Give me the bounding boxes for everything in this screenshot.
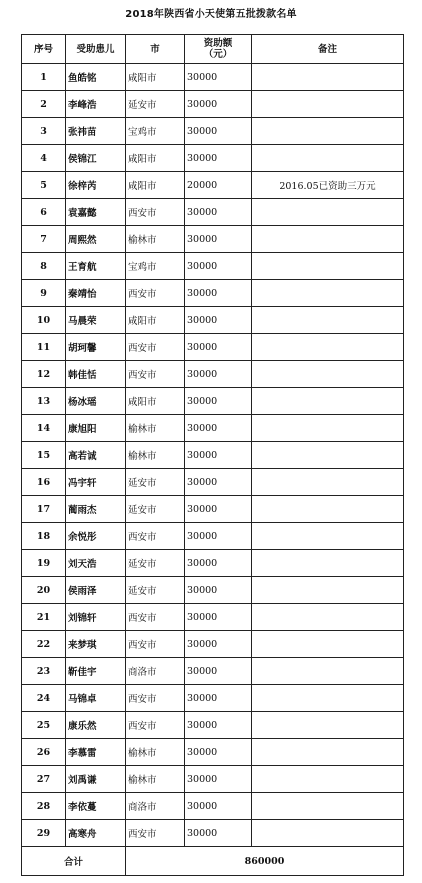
- amount-cell: 30000: [185, 604, 252, 631]
- table-row: [22, 118, 404, 145]
- patient-name: 马晨荣: [66, 307, 126, 334]
- note-cell: [252, 226, 404, 253]
- note-cell: [252, 523, 404, 550]
- table-row: [22, 388, 404, 415]
- row-number: 13: [22, 388, 66, 415]
- patient-name: 冯宇轩: [66, 469, 126, 496]
- city-cell: 西安市: [126, 199, 185, 226]
- amount-cell: 30000: [185, 631, 252, 658]
- patient-name: 刘禹谦: [66, 766, 126, 793]
- patient-name: 刘锦轩: [66, 604, 126, 631]
- table-row: [22, 64, 404, 91]
- patient-name: 徐梓芮: [66, 172, 126, 199]
- header-city: 市: [126, 35, 185, 64]
- disbursement-table: [21, 34, 404, 876]
- amount-cell: 30000: [185, 550, 252, 577]
- note-cell: [252, 334, 404, 361]
- table-row: [22, 658, 404, 685]
- city-cell: 延安市: [126, 496, 185, 523]
- table-row: [22, 280, 404, 307]
- patient-name: 王育航: [66, 253, 126, 280]
- table-row: [22, 172, 404, 199]
- city-cell: 商洛市: [126, 658, 185, 685]
- patient-name: 杨冰瑶: [66, 388, 126, 415]
- city-cell: 咸阳市: [126, 64, 185, 91]
- header-name: 受助患儿: [66, 35, 126, 64]
- table-row: [22, 631, 404, 658]
- table-row: [22, 604, 404, 631]
- header-note: 备注: [252, 35, 404, 64]
- city-cell: 咸阳市: [126, 307, 185, 334]
- table-row: [22, 685, 404, 712]
- patient-name: 李峰浩: [66, 91, 126, 118]
- row-number: 17: [22, 496, 66, 523]
- table-row: [22, 577, 404, 604]
- patient-name: 靳佳宇: [66, 658, 126, 685]
- note-cell: [252, 793, 404, 820]
- amount-cell: 30000: [185, 145, 252, 172]
- patient-name: 鱼皓铭: [66, 64, 126, 91]
- patient-name: 袁嘉懿: [66, 199, 126, 226]
- patient-name: 李依蔓: [66, 793, 126, 820]
- row-number: 24: [22, 685, 66, 712]
- row-number: 16: [22, 469, 66, 496]
- city-cell: 咸阳市: [126, 172, 185, 199]
- amount-cell: 20000: [185, 172, 252, 199]
- table-row: [22, 361, 404, 388]
- city-cell: 咸阳市: [126, 388, 185, 415]
- row-number: 27: [22, 766, 66, 793]
- city-cell: 榆林市: [126, 415, 185, 442]
- row-number: 5: [22, 172, 66, 199]
- patient-name: 韩佳恬: [66, 361, 126, 388]
- city-cell: 西安市: [126, 685, 185, 712]
- row-number: 1: [22, 64, 66, 91]
- city-cell: 西安市: [126, 820, 185, 847]
- table-body: [22, 64, 404, 847]
- row-number: 28: [22, 793, 66, 820]
- city-cell: 西安市: [126, 523, 185, 550]
- city-cell: 榆林市: [126, 226, 185, 253]
- note-cell: [252, 631, 404, 658]
- note-cell: [252, 415, 404, 442]
- city-cell: 西安市: [126, 361, 185, 388]
- row-number: 9: [22, 280, 66, 307]
- patient-name: 秦靖怡: [66, 280, 126, 307]
- table-row: [22, 145, 404, 172]
- row-number: 14: [22, 415, 66, 442]
- patient-name: 余悦彤: [66, 523, 126, 550]
- note-cell: 2016.05已资助三万元: [252, 172, 404, 199]
- patient-name: 侯雨泽: [66, 577, 126, 604]
- table-row: [22, 523, 404, 550]
- table-row: [22, 820, 404, 847]
- row-number: 18: [22, 523, 66, 550]
- row-number: 12: [22, 361, 66, 388]
- note-cell: [252, 442, 404, 469]
- note-cell: [252, 64, 404, 91]
- amount-cell: 30000: [185, 307, 252, 334]
- note-cell: [252, 658, 404, 685]
- city-cell: 榆林市: [126, 766, 185, 793]
- table-row: [22, 550, 404, 577]
- page-title: 2018年陕西省小天使第五批拨款名单: [125, 9, 297, 20]
- amount-cell: 30000: [185, 469, 252, 496]
- city-cell: 咸阳市: [126, 145, 185, 172]
- patient-name: 周熙然: [66, 226, 126, 253]
- amount-cell: 30000: [185, 253, 252, 280]
- note-cell: [252, 307, 404, 334]
- city-cell: 延安市: [126, 469, 185, 496]
- amount-cell: 30000: [185, 712, 252, 739]
- amount-cell: 30000: [185, 388, 252, 415]
- note-cell: [252, 577, 404, 604]
- patient-name: 高寒舟: [66, 820, 126, 847]
- amount-cell: 30000: [185, 118, 252, 145]
- city-cell: 西安市: [126, 604, 185, 631]
- patient-name: 马锦卓: [66, 685, 126, 712]
- patient-name: 李慕雷: [66, 739, 126, 766]
- header-no: 序号: [22, 35, 66, 64]
- table-row: [22, 442, 404, 469]
- table-row: [22, 496, 404, 523]
- amount-cell: 30000: [185, 739, 252, 766]
- table-footer: [22, 847, 404, 876]
- row-number: 10: [22, 307, 66, 334]
- amount-cell: 30000: [185, 91, 252, 118]
- city-cell: 宝鸡市: [126, 118, 185, 145]
- header-amount: [185, 35, 252, 64]
- row-number: 20: [22, 577, 66, 604]
- table-row: [22, 334, 404, 361]
- patient-name: 张祎苗: [66, 118, 126, 145]
- amount-cell: 30000: [185, 496, 252, 523]
- table-row: [22, 766, 404, 793]
- patient-name: 蔺雨杰: [66, 496, 126, 523]
- note-cell: [252, 739, 404, 766]
- note-cell: [252, 496, 404, 523]
- row-number: 25: [22, 712, 66, 739]
- amount-cell: 30000: [185, 415, 252, 442]
- table-row: [22, 712, 404, 739]
- note-cell: [252, 280, 404, 307]
- header-amount-line1: 资助额: [203, 38, 233, 49]
- city-cell: 榆林市: [126, 442, 185, 469]
- note-cell: [252, 91, 404, 118]
- city-cell: 延安市: [126, 550, 185, 577]
- amount-cell: 30000: [185, 766, 252, 793]
- row-number: 7: [22, 226, 66, 253]
- city-cell: 宝鸡市: [126, 253, 185, 280]
- patient-name: 康旭阳: [66, 415, 126, 442]
- amount-cell: 30000: [185, 523, 252, 550]
- amount-cell: 30000: [185, 793, 252, 820]
- table-row: [22, 307, 404, 334]
- table-row: [22, 415, 404, 442]
- patient-name: 高若诚: [66, 442, 126, 469]
- note-cell: [252, 145, 404, 172]
- total-row: [22, 847, 404, 876]
- amount-cell: 30000: [185, 577, 252, 604]
- row-number: 8: [22, 253, 66, 280]
- amount-cell: 30000: [185, 685, 252, 712]
- patient-name: 胡珂馨: [66, 334, 126, 361]
- row-number: 22: [22, 631, 66, 658]
- city-cell: 商洛市: [126, 793, 185, 820]
- table-header: [22, 35, 404, 64]
- row-number: 23: [22, 658, 66, 685]
- amount-cell: 30000: [185, 658, 252, 685]
- note-cell: [252, 766, 404, 793]
- row-number: 6: [22, 199, 66, 226]
- note-cell: [252, 550, 404, 577]
- row-number: 19: [22, 550, 66, 577]
- table-row: [22, 469, 404, 496]
- total-value: 860000: [126, 847, 404, 876]
- row-number: 21: [22, 604, 66, 631]
- amount-cell: 30000: [185, 334, 252, 361]
- note-cell: [252, 712, 404, 739]
- row-number: 29: [22, 820, 66, 847]
- note-cell: [252, 685, 404, 712]
- row-number: 4: [22, 145, 66, 172]
- table-row: [22, 793, 404, 820]
- total-label: 合计: [22, 847, 126, 876]
- amount-cell: 30000: [185, 226, 252, 253]
- note-cell: [252, 253, 404, 280]
- city-cell: 延安市: [126, 577, 185, 604]
- header-row: [22, 35, 404, 64]
- table-row: [22, 226, 404, 253]
- row-number: 3: [22, 118, 66, 145]
- row-number: 26: [22, 739, 66, 766]
- patient-name: 刘天浩: [66, 550, 126, 577]
- patient-name: 康乐然: [66, 712, 126, 739]
- table-row: [22, 91, 404, 118]
- table-row: [22, 739, 404, 766]
- city-cell: 西安市: [126, 334, 185, 361]
- patient-name: 来梦琪: [66, 631, 126, 658]
- amount-cell: 30000: [185, 199, 252, 226]
- note-cell: [252, 820, 404, 847]
- note-cell: [252, 388, 404, 415]
- amount-cell: 30000: [185, 64, 252, 91]
- note-cell: [252, 361, 404, 388]
- note-cell: [252, 118, 404, 145]
- table-row: [22, 199, 404, 226]
- row-number: 15: [22, 442, 66, 469]
- amount-cell: 30000: [185, 442, 252, 469]
- note-cell: [252, 469, 404, 496]
- table-row: [22, 253, 404, 280]
- amount-cell: 30000: [185, 280, 252, 307]
- row-number: 11: [22, 334, 66, 361]
- city-cell: 榆林市: [126, 739, 185, 766]
- city-cell: 西安市: [126, 280, 185, 307]
- patient-name: 侯锦江: [66, 145, 126, 172]
- note-cell: [252, 199, 404, 226]
- amount-cell: 30000: [185, 820, 252, 847]
- city-cell: 西安市: [126, 712, 185, 739]
- note-cell: [252, 604, 404, 631]
- row-number: 2: [22, 91, 66, 118]
- city-cell: 西安市: [126, 631, 185, 658]
- header-amount-line2: （元）: [203, 49, 233, 60]
- city-cell: 延安市: [126, 91, 185, 118]
- amount-cell: 30000: [185, 361, 252, 388]
